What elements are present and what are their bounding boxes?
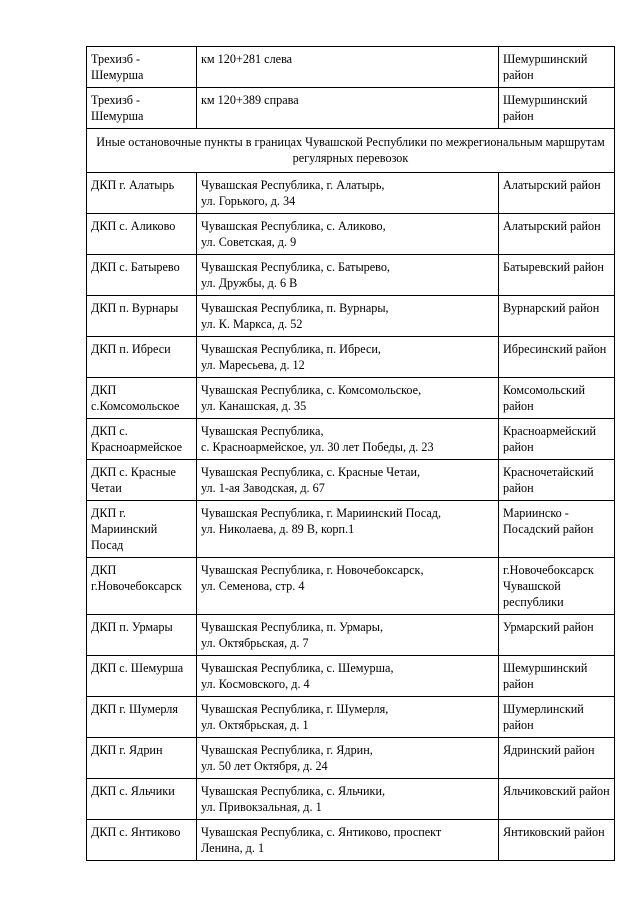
- district-cell: Шемуршинский район: [499, 47, 615, 88]
- stop-name-cell: ДКП с. Красноармейское: [87, 419, 197, 460]
- table-row: [87, 820, 615, 861]
- stop-name-cell: ДКП г. Ядрин: [87, 738, 197, 779]
- address-line: Ленина, д. 1: [201, 841, 265, 855]
- address-line: Чувашская Республика, с. Янтиково, проспект: [201, 825, 442, 839]
- stop-name-cell: ДКП г. Шумерля: [87, 697, 197, 738]
- address-cell: [197, 173, 499, 214]
- address-line: Чувашская Республика,: [201, 424, 324, 438]
- district-cell: Красночетайский район: [499, 460, 615, 501]
- table-row: [87, 501, 615, 558]
- address-line: ул. Космовского, д. 4: [201, 677, 310, 691]
- address-line: ул. 50 лет Октября, д. 24: [201, 759, 328, 773]
- address-cell: [197, 419, 499, 460]
- stop-name-cell: ДКП с.Комсомольское: [87, 378, 197, 419]
- stop-name-cell: ДКП с. Янтиково: [87, 820, 197, 861]
- address-line: ул. Октябрьская, д. 1: [201, 718, 309, 732]
- address-line: Чувашская Республика, п. Ибреси,: [201, 342, 381, 356]
- stop-name-cell: ДКП с. Батырево: [87, 255, 197, 296]
- address-cell: [197, 501, 499, 558]
- table-row: [87, 296, 615, 337]
- address-line: ул. К. Маркса, д. 52: [201, 317, 303, 331]
- table-row: [87, 697, 615, 738]
- address-line: ул. Октябрьская, д. 7: [201, 636, 309, 650]
- address-line: Чувашская Республика, с. Красные Четаи,: [201, 465, 421, 479]
- stop-name-cell: Трехизб - Шемурша: [87, 47, 197, 88]
- address-line: Чувашская Республика, г. Новочебоксарск,: [201, 563, 424, 577]
- district-cell: Ядринский район: [499, 738, 615, 779]
- address-line: Чувашская Республика, г. Алатырь,: [201, 178, 385, 192]
- section-heading: Иные остановочные пункты в границах Чувашской Республики по межрегиональным маршрутам регулярных перевозок: [87, 129, 615, 173]
- district-cell: Янтиковский район: [499, 820, 615, 861]
- district-cell: Батыревский район: [499, 255, 615, 296]
- address-line: с. Красноармейское, ул. 30 лет Победы, д. 23: [201, 440, 434, 454]
- address-cell: [197, 820, 499, 861]
- district-cell: Комсомольский район: [499, 378, 615, 419]
- table-row: [87, 378, 615, 419]
- location-cell: км 120+389 справа: [197, 88, 499, 129]
- district-cell: Шумерлинский район: [499, 697, 615, 738]
- address-line: ул. Советская, д. 9: [201, 235, 297, 249]
- district-cell: Алатырский район: [499, 214, 615, 255]
- district-cell: Яльчиковский район: [499, 779, 615, 820]
- district-cell: Алатырский район: [499, 173, 615, 214]
- address-line: ул. Николаева, д. 89 В, корп.1: [201, 522, 355, 536]
- address-line: Чувашская Республика, с. Шемурша,: [201, 661, 394, 675]
- address-line: ул. Горького, д. 34: [201, 194, 296, 208]
- table-row: [87, 173, 615, 214]
- table-row: [87, 88, 615, 129]
- table-row: [87, 558, 615, 615]
- table-row: [87, 47, 615, 88]
- table-row: [87, 779, 615, 820]
- address-line: ул. Канашская, д. 35: [201, 399, 307, 413]
- address-line: Чувашская Республика, г. Шумерля,: [201, 702, 389, 716]
- stop-name-cell: ДКП г. Алатырь: [87, 173, 197, 214]
- district-cell: г.Новочебоксарск Чувашской республики: [499, 558, 615, 615]
- stop-name-cell: ДКП п. Вурнары: [87, 296, 197, 337]
- table-row: [87, 738, 615, 779]
- location-cell: км 120+281 слева: [197, 47, 499, 88]
- district-cell: Ибресинский район: [499, 337, 615, 378]
- address-line: Чувашская Республика, п. Урмары,: [201, 620, 383, 634]
- stops-table: [86, 46, 615, 861]
- address-line: Чувашская Республика, г. Ядрин,: [201, 743, 373, 757]
- stop-name-cell: ДКП п. Урмары: [87, 615, 197, 656]
- address-cell: [197, 615, 499, 656]
- address-line: ул. 1-ая Заводская, д. 67: [201, 481, 325, 495]
- district-cell: Урмарский район: [499, 615, 615, 656]
- table-row: [87, 214, 615, 255]
- address-cell: [197, 255, 499, 296]
- table-row: [87, 615, 615, 656]
- address-line: Чувашская Республика, г. Мариинский Посад,: [201, 506, 442, 520]
- address-cell: [197, 460, 499, 501]
- table-row: [87, 419, 615, 460]
- address-line: ул. Дружбы, д. 6 В: [201, 276, 298, 290]
- table-row: [87, 460, 615, 501]
- table-row: [87, 337, 615, 378]
- address-cell: [197, 779, 499, 820]
- stop-name-cell: ДКП г.Новочебоксарск: [87, 558, 197, 615]
- stop-name-cell: ДКП с. Яльчики: [87, 779, 197, 820]
- district-cell: Мариинско - Посадский район: [499, 501, 615, 558]
- district-cell: Красноармейский район: [499, 419, 615, 460]
- stop-name-cell: ДКП с. Аликово: [87, 214, 197, 255]
- stop-name-cell: ДКП с. Красные Четаи: [87, 460, 197, 501]
- address-cell: [197, 656, 499, 697]
- address-line: ул. Маресьева, д. 12: [201, 358, 305, 372]
- stop-name-cell: ДКП с. Шемурша: [87, 656, 197, 697]
- district-cell: Шемуршинский район: [499, 88, 615, 129]
- stops-list: [87, 173, 615, 861]
- address-line: Чувашская Республика, с. Комсомольское,: [201, 383, 422, 397]
- section-heading-row: [87, 129, 615, 173]
- stop-name-cell: ДКП г. Мариинский Посад: [87, 501, 197, 558]
- address-line: Чувашская Республика, с. Аликово,: [201, 219, 386, 233]
- stop-name-cell: Трехизб - Шемурша: [87, 88, 197, 129]
- address-cell: [197, 558, 499, 615]
- table-row: [87, 255, 615, 296]
- address-cell: [197, 296, 499, 337]
- district-cell: Шемуршинский район: [499, 656, 615, 697]
- table-row: [87, 656, 615, 697]
- address-line: ул. Привокзальная, д. 1: [201, 800, 322, 814]
- address-line: Чувашская Республика, с. Батырево,: [201, 260, 390, 274]
- address-cell: [197, 378, 499, 419]
- district-cell: Вурнарский район: [499, 296, 615, 337]
- address-line: ул. Семенова, стр. 4: [201, 579, 305, 593]
- address-line: Чувашская Республика, с. Яльчики,: [201, 784, 386, 798]
- stop-name-cell: ДКП п. Ибреси: [87, 337, 197, 378]
- address-cell: [197, 214, 499, 255]
- address-cell: [197, 697, 499, 738]
- address-cell: [197, 738, 499, 779]
- address-line: Чувашская Республика, п. Вурнары,: [201, 301, 389, 315]
- address-cell: [197, 337, 499, 378]
